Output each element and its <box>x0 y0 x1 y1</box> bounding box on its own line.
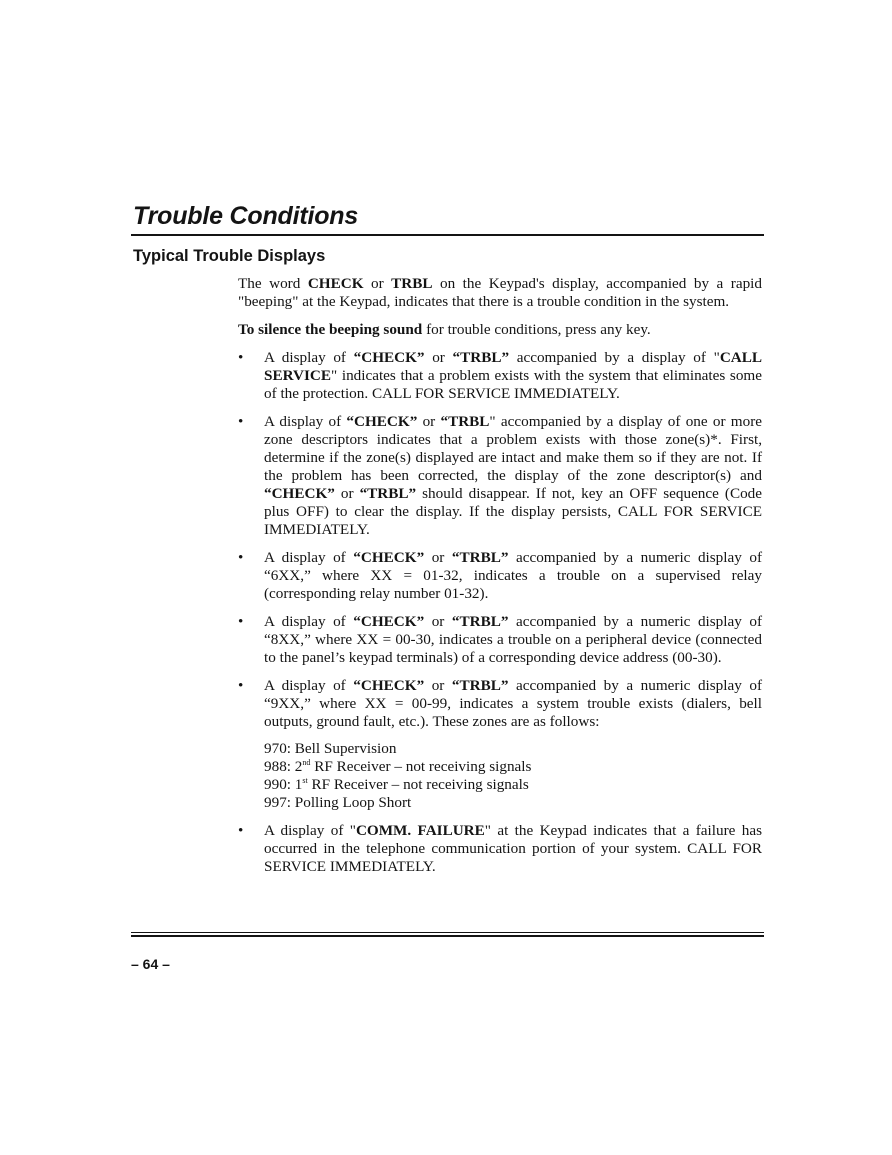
text: 990: 1 <box>264 776 303 793</box>
text: should disappear. If not, key an OFF sequence (Code plus OFF) to clear the display. If the display persists, CALL FOR SERVICE IMMEDIATELY. <box>264 485 763 538</box>
title-divider <box>131 234 764 236</box>
bold-text: “CHECK” <box>346 413 418 430</box>
text: accompanied by a numeric display of “6XX,” where XX = 01-32, indicates a trouble on a supervised relay (corresponding relay number 01-32). <box>264 549 763 602</box>
text: or <box>424 677 452 694</box>
list-item <box>238 413 762 539</box>
bold-text: CALL SERVICE <box>264 349 763 384</box>
bullet-icon: • <box>238 822 244 839</box>
text: A display of <box>264 677 354 694</box>
list-item-text <box>264 677 762 731</box>
bold-text: “TRBL <box>440 413 490 430</box>
list-item-text <box>264 613 762 667</box>
bold-text: “TRBL” <box>359 485 417 502</box>
text: RF Receiver – not receiving signals <box>307 776 529 793</box>
text: or <box>334 485 360 502</box>
text: or <box>363 275 392 292</box>
list-item-text <box>264 822 762 876</box>
bullet-icon: • <box>238 349 244 366</box>
text: for trouble conditions, press any key. <box>422 321 651 338</box>
bullet-icon: • <box>238 413 244 430</box>
bold-text: TRBL <box>391 275 433 292</box>
intro-paragraph <box>238 275 762 311</box>
ordinal-suffix: st <box>302 775 308 785</box>
text: " at the Keypad indicates that a failure has occurred in the telephone communication portion of your system. CALL FOR SERVICE IMMEDIATELY. <box>264 822 762 875</box>
silence-paragraph <box>238 321 762 339</box>
zone-code-item <box>264 758 762 776</box>
list-item-text <box>264 349 762 403</box>
zone-code-item <box>264 794 762 812</box>
zone-code-item <box>264 740 762 758</box>
bullet-icon: • <box>238 549 244 566</box>
section-heading: Typical Trouble Displays <box>133 247 326 265</box>
zone-code-item <box>264 776 762 794</box>
text: on the Keypad's display, accompanied by a rapid "beeping" at the Keypad, indicates that there is a trouble condition in the system. <box>238 275 762 310</box>
text: accompanied by a numeric display of “9XX,” where XX = 00-99, indicates a system trouble exists (dialers, bell outputs, ground fault, etc.). These zones are as follows: <box>264 677 763 730</box>
text: or <box>417 413 441 430</box>
bold-text: “CHECK” <box>353 677 425 694</box>
bold-text: “CHECK” <box>353 349 425 366</box>
text: or <box>424 349 453 366</box>
bold-text: “CHECK” <box>264 485 335 502</box>
text: The word <box>238 275 308 292</box>
ordinal-suffix: nd <box>302 757 311 767</box>
bold-text: CHECK <box>307 275 364 292</box>
text: or <box>424 613 452 630</box>
bold-text: “TRBL” <box>451 613 509 630</box>
text: A display of " <box>264 822 356 839</box>
page-title: Trouble Conditions <box>133 202 359 230</box>
text: 970: Bell Supervision <box>264 740 397 757</box>
list-item-text <box>264 549 762 603</box>
text: A display of <box>264 549 354 566</box>
text: A display of <box>264 413 347 430</box>
bold-text: “CHECK” <box>353 549 425 566</box>
text: 997: Polling Loop Short <box>264 794 412 811</box>
footer-divider <box>131 935 764 937</box>
zone-code-list <box>264 740 762 812</box>
list-item <box>238 549 762 603</box>
bold-text: To silence the beeping sound <box>238 321 423 338</box>
text: " accompanied by a display of one or more zone descriptors indicates that a problem exists with those zone(s)*. First, determine if the zone(s) displayed are intact and make them so if they are not. If the problem has been corrected, the display of the zone descriptor(s) and <box>264 413 762 484</box>
body-text <box>238 275 762 886</box>
list-item <box>238 822 762 876</box>
list-item-text <box>264 413 762 539</box>
footer-divider <box>131 932 764 933</box>
bold-text: “CHECK” <box>353 613 425 630</box>
text: 988: 2 <box>264 758 303 775</box>
text: " indicates that a problem exists with the system that eliminates some of the protection. CALL FOR SERVICE IMMEDIATELY. <box>264 367 762 402</box>
bold-text: “TRBL” <box>452 349 510 366</box>
trouble-list <box>238 349 762 876</box>
text: accompanied by a display of " <box>509 349 720 366</box>
list-item <box>238 349 762 403</box>
bold-text: “TRBL” <box>451 677 509 694</box>
text: A display of <box>264 613 354 630</box>
list-item <box>238 613 762 667</box>
text: or <box>424 549 452 566</box>
bullet-icon: • <box>238 613 244 630</box>
bold-text: “TRBL” <box>451 549 509 566</box>
text: accompanied by a numeric display of “8XX,” where XX = 00-30, indicates a trouble on a peripheral device (connected to the panel’s keypad terminals) of a corresponding device address (00-30). <box>264 613 763 666</box>
text: A display of <box>264 349 354 366</box>
page-number: – 64 – <box>131 956 170 972</box>
bold-text: COMM. FAILURE <box>355 822 485 839</box>
list-item <box>238 677 762 812</box>
text: RF Receiver – not receiving signals <box>310 758 532 775</box>
bullet-icon: • <box>238 677 244 694</box>
